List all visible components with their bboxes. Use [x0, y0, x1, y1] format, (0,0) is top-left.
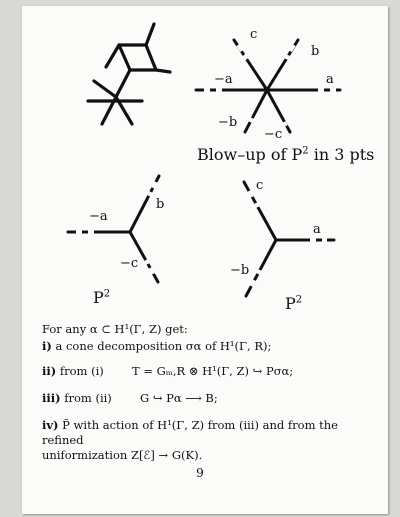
label-c: c	[256, 178, 264, 193]
caption-text: Blow–up of P	[197, 145, 303, 164]
label-a: a	[326, 72, 334, 87]
p2-base: P	[93, 288, 104, 307]
item-ii-formula: T = Gₘ,R ⊗ H¹(Γ, Z) ↪ Pσα;	[132, 364, 294, 378]
label-neg-b: −b	[218, 115, 238, 130]
item-ii-tag: ii)	[42, 364, 57, 378]
caption-sup: 2	[302, 145, 309, 157]
intro-text: For any α ⊂ H¹(Γ, Z) get:	[42, 322, 188, 336]
label-b: b	[311, 44, 320, 59]
item-iv-line1: P̃ with action of H¹(Γ, Z) from (iii) and from the refined	[42, 418, 338, 447]
item-iv-tag: iv)	[42, 418, 59, 432]
figure-3-diagram	[64, 170, 174, 290]
item-iv-line2: uniformization Z[ℰ] → G(K).	[42, 448, 203, 462]
item-i-text: a cone decomposition σα of H¹(Γ, R);	[55, 339, 272, 353]
item-iv	[42, 418, 382, 463]
item-i	[42, 339, 382, 354]
label-neg-c: −c	[264, 127, 283, 142]
label-neg-c: −c	[120, 256, 139, 271]
item-iii-formula: G ↪ Pα ⟶ B;	[140, 391, 218, 405]
p2-sup: 2	[295, 294, 303, 306]
figure-2-caption	[197, 145, 374, 164]
label-c: c	[250, 27, 258, 42]
item-ii-from: from (i)	[59, 364, 104, 378]
label-neg-b: −b	[230, 263, 250, 278]
p2-sup: 2	[103, 288, 111, 300]
label-neg-a: −a	[89, 209, 108, 224]
figure-4-diagram	[226, 172, 346, 302]
item-iii	[42, 391, 382, 406]
caption-suffix: in 3 pts	[308, 145, 375, 164]
figure-1-diagram	[80, 18, 180, 133]
page-number: 9	[196, 466, 204, 480]
figure-3-p2-label	[93, 288, 110, 307]
label-a: a	[313, 222, 321, 237]
item-i-tag: i)	[42, 339, 52, 353]
item-iii-tag: iii)	[42, 391, 61, 405]
intro-line	[42, 322, 382, 337]
item-iii-from: from (ii)	[64, 391, 112, 405]
item-ii	[42, 364, 382, 379]
label-neg-a: −a	[214, 72, 233, 87]
p2-base: P	[285, 294, 296, 313]
figure-2-diagram	[190, 20, 360, 145]
label-b: b	[156, 197, 165, 212]
figure-4-p2-label	[285, 294, 302, 313]
